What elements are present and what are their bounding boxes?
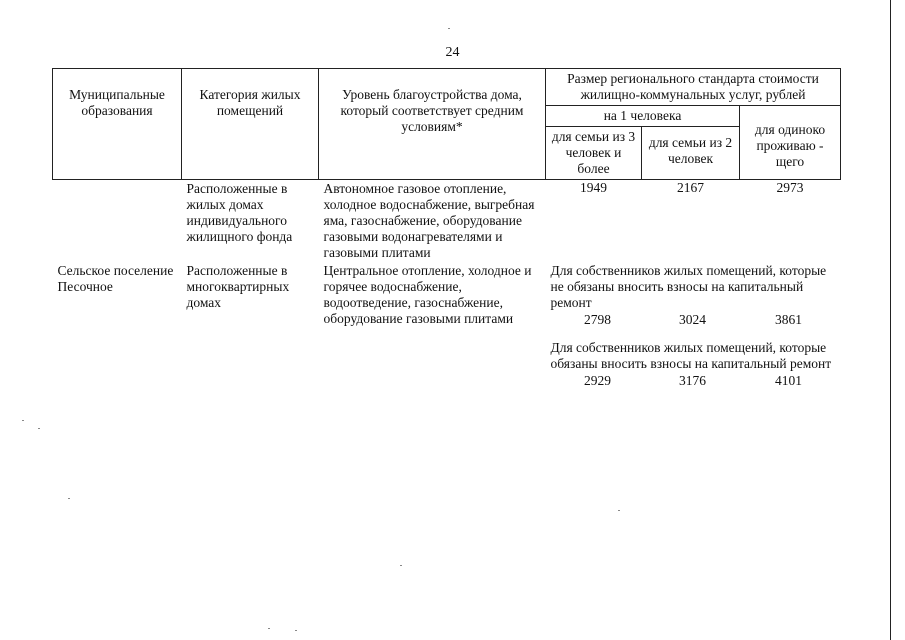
row2b-family2-value: 3176 [679,373,707,388]
scan-speck [268,628,270,629]
table-row [53,262,841,390]
header-per-person: на 1 человека [546,106,740,127]
row2b-family3-value: 2929 [584,373,612,388]
row2b-lone-value: 4101 [775,373,802,388]
row1-family3-value: 1949 [580,180,607,195]
header-family3: для семьи из 3 человек и более [546,127,642,180]
header-level: Уровень благоустройства дома, который соответствует средним условиям* [319,69,546,180]
scan-speck [38,428,40,429]
header-category: Категория жилых помещений [182,69,319,180]
scan-speck [400,565,402,566]
header-standard-size: Размер регионального стандарта стоимости жилищно-коммунальных услуг, рублей [546,69,841,106]
header-municipal: Муниципальные образования [53,69,182,180]
row1-municipal [53,180,182,263]
scan-speck [68,498,70,499]
row2-municipal: Сельское поселение Песочное [57,263,174,294]
row1-level: Автономное газовое отопление, холодное водоснабжение, выгребная яма, газоснабжение, оборудование газовыми водонагревателями и газовыми плитами [323,181,535,260]
scan-speck [618,510,620,511]
scan-speck [22,420,24,421]
note-a-values [551,312,837,328]
row1-lone-value: 2973 [776,180,804,195]
row2-category: Расположенные в многоквартирных домах [186,263,290,310]
row2-notes-cell [546,262,841,390]
row2a-lone-value: 3861 [775,312,802,327]
tariff-table [52,68,841,390]
note-no-capital-repair: Для собственников жилых помещений, которые не обязаны вносить взносы на капитальный ремонт [550,263,827,310]
scan-speck [295,630,297,631]
scan-speck [448,28,450,29]
row2-level: Центральное отопление, холодное и горячее водоснабжение, водоотведение, газоснабжение, оборудование газовыми плитами [323,263,532,326]
row2a-family2-value: 3024 [679,312,707,327]
header-lone: для одиноко проживаю - щего [740,106,841,180]
row1-family2-value: 2167 [677,180,704,195]
header-family2: для семьи из 2 человек [642,127,740,180]
note-with-capital-repair: Для собственников жилых помещений, которые обязаны вносить взносы на капитальный ремонт [550,340,832,371]
row2a-family3-value: 2798 [584,312,612,327]
page-edge-line [890,0,891,640]
page-number: 24 [445,45,460,60]
row1-category: Расположенные в жилых домах индивидуального жилищного фонда [186,181,293,244]
note-b-values [551,373,837,389]
table-row [53,180,841,263]
